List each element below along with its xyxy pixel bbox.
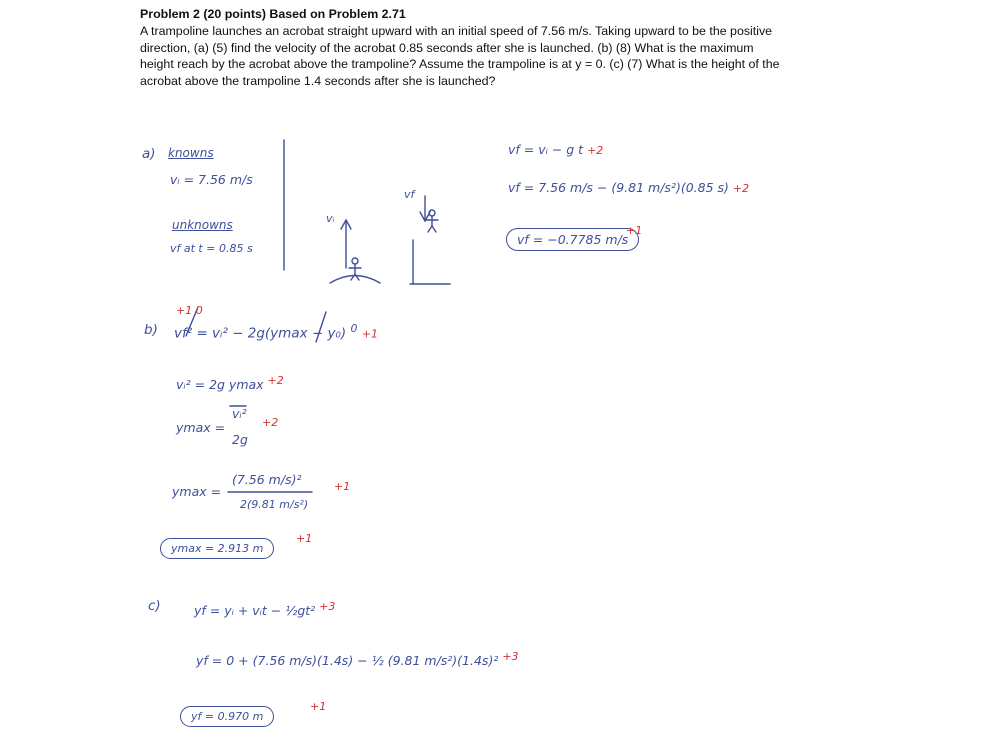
part-b-answer-box [160, 538, 274, 559]
vf-arrow-head [420, 212, 430, 221]
part-b-eq4-lhs: ymax = [172, 484, 222, 499]
part-b-eq2-points: +2 [267, 374, 284, 387]
part-a-label: a) [142, 146, 156, 162]
part-b-eq3-den: 2g [232, 432, 248, 447]
part-c-eq1-text: yf = yᵢ + vᵢt − ½gt² [194, 603, 316, 619]
part-b-eq4-num: (7.56 m/s)² [232, 472, 302, 487]
part-c-answer: yf = 0.970 m [191, 710, 264, 723]
part-b-eq3-num: vᵢ² [232, 406, 247, 421]
part-a-answer-box [506, 228, 639, 251]
problem-title: Problem 2 (20 points) Based on Problem 2.71 [140, 7, 406, 21]
part-a-eq2-text: vf = 7.56 m/s − (9.81 m/s²)(0.85 s) [508, 180, 729, 195]
part-c-answer-box [180, 706, 274, 727]
part-c-eq2 [196, 650, 519, 668]
known-vi: vᵢ = 7.56 m/s [170, 172, 253, 187]
part-b-top-marks: +1 0 [176, 304, 203, 317]
part-a-eq1-points: +2 [587, 144, 604, 157]
unknown-vf: vf at t = 0.85 s [170, 242, 253, 255]
part-a-eq2 [508, 180, 749, 195]
part-c-eq1 [194, 600, 335, 618]
part-c-label: c) [148, 598, 161, 614]
part-b-eq4-den: 2(9.81 m/s²) [240, 498, 309, 511]
part-a-eq1 [508, 142, 603, 157]
trampoline-curve [330, 276, 380, 284]
part-a-eq2-points: +2 [732, 182, 750, 195]
part-c-eq2-points: +3 [502, 650, 519, 663]
part-c-eq2-text: yf = 0 + (7.56 m/s)(1.4s) − ½ (9.81 m/s²)(1.4s)² [196, 653, 499, 669]
acrobat-figure-1 [349, 258, 361, 280]
part-b-eq1-zero: 0 [350, 322, 358, 335]
part-a-eq1-text: vf = vᵢ − g t [508, 142, 584, 157]
part-b-eq2 [176, 374, 284, 392]
part-b-eq3-lhs: ymax = [176, 420, 226, 435]
problem-text [140, 6, 780, 90]
part-b-label: b) [144, 322, 158, 338]
part-b-answer: ymax = 2.913 m [171, 542, 264, 555]
part-b-eq3-points: +2 [262, 416, 279, 429]
part-b-eq1-text: vf² = vᵢ² − 2g(ymax − y₀) [174, 325, 347, 342]
part-c-eq1-points: +3 [319, 600, 336, 613]
part-a-answer: vf = −0.7785 m/s [517, 232, 629, 247]
acrobat-figure-2 [426, 210, 438, 232]
part-b-eq4-points: +1 [334, 480, 351, 493]
sketch-label-vf: vf [404, 188, 415, 201]
part-b-eq1 [174, 322, 378, 342]
knowns-heading: knowns [168, 146, 214, 160]
vi-arrow-head [341, 220, 351, 229]
problem-statement: A trampoline launches an acrobat straight upward with an initial speed of 7.56 m/s. Taking upward to be the positive direction, (a) (5) find the velocity of the acrobat 0.85 seconds after she is launched. (b) (8) What is the maximum height reach by the acrobat above the trampoline? Assume the trampoline is at y = 0. (c) (7) What is the height of the acrobat above the trampoline 1.4 seconds after she is launched? [140, 23, 780, 89]
unknowns-heading: unknowns [172, 218, 233, 232]
part-b-eq1-points: +1 [361, 327, 378, 341]
part-c-answer-points: +1 [310, 700, 327, 713]
part-a-answer-points: +1 [626, 224, 643, 237]
sketch-label-vi: vᵢ [326, 212, 335, 225]
part-b-answer-points: +1 [296, 532, 313, 545]
part-b-eq2-text: vᵢ² = 2g ymax [176, 377, 264, 393]
